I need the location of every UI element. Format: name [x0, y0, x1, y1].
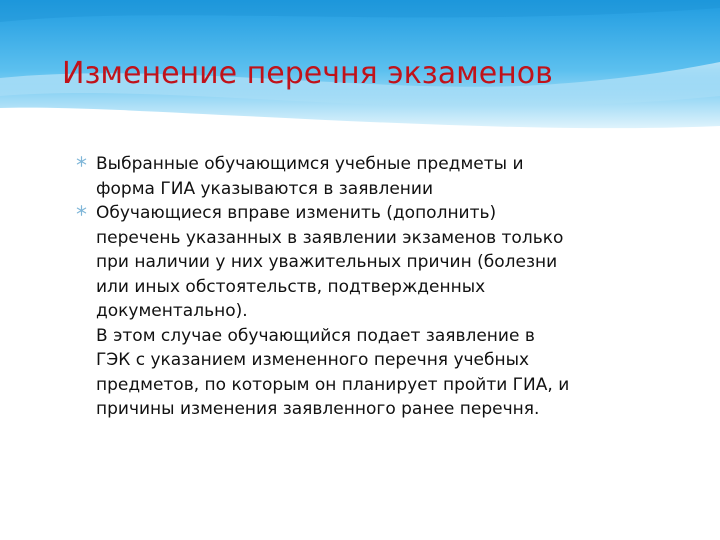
bullet-line: Выбранные обучающимся учебные предметы и [96, 154, 524, 174]
bullet-item [76, 201, 676, 422]
asterisk-bullet-icon [76, 156, 87, 167]
bullet-line: при наличии у них уважительных причин (болезни [96, 252, 558, 272]
asterisk-bullet-icon [76, 205, 87, 216]
bullet-line: В этом случае обучающийся подает заявление в [96, 325, 535, 346]
bullet-line: Обучающиеся вправе изменить (дополнить) [96, 203, 497, 223]
slide-title: Изменение перечня экзаменов [62, 56, 553, 91]
bullet-line: или иных обстоятельств, подтвержденных [96, 276, 486, 297]
bullet-line: причины изменения заявленного ранее перечня. [96, 399, 540, 419]
bullet-list [76, 152, 676, 422]
bullet-line: ГЭК с указанием измененного перечня учебных [96, 350, 530, 370]
bullet-line: предметов, по которым он планирует пройти ГИА, и [96, 374, 570, 395]
bullet-item [76, 152, 676, 201]
bullet-line: документально). [96, 301, 248, 321]
bullet-line: перечень указанных в заявлении экзаменов только [96, 227, 564, 248]
bullet-line: форма ГИА указываются в заявлении [96, 178, 433, 199]
